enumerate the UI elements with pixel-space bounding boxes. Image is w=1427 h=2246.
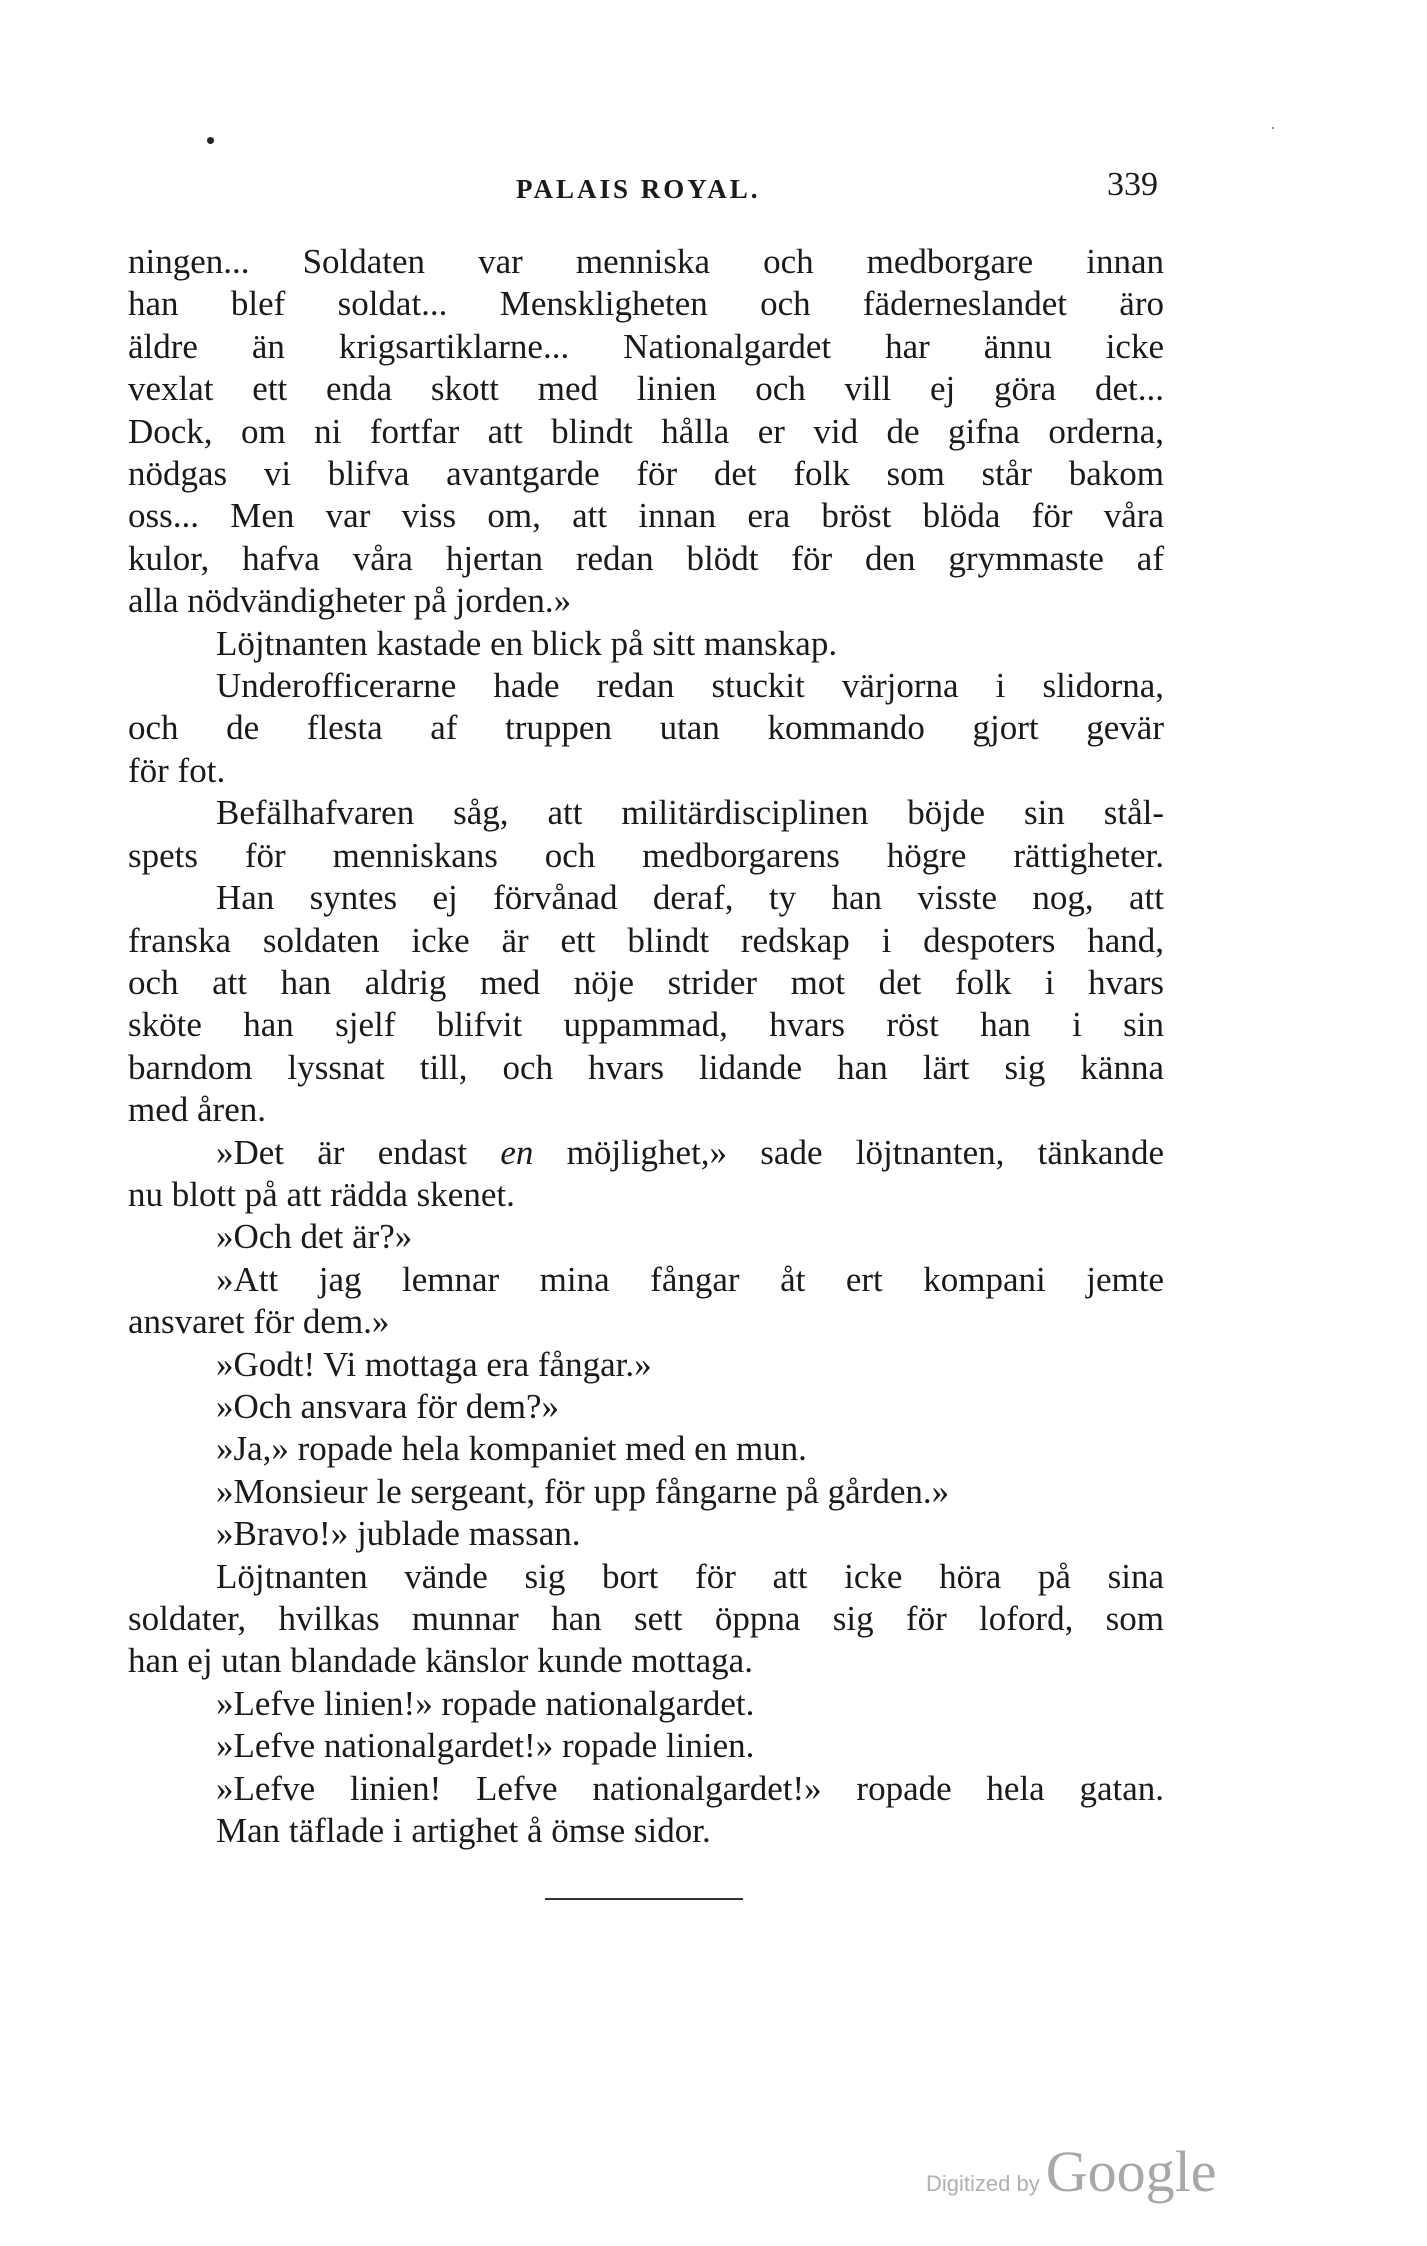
text-line: franska soldaten icke är ett blindt redskap i despoters hand, xyxy=(128,920,1164,960)
text-line: Dock, om ni fortfar att blindt hålla er vid de gifna orderna, xyxy=(128,411,1164,451)
digitized-watermark xyxy=(926,2138,1216,2205)
text-line: ansvaret för dem.» xyxy=(128,1302,390,1342)
text-line: barndom lyssnat till, och hvars lidande han lärt sig känna xyxy=(128,1047,1164,1087)
chapter-end-rule xyxy=(545,1898,743,1900)
text-line: »Bravo!» jublade massan. xyxy=(216,1514,581,1554)
text-line: Han syntes ej förvånad deraf, ty han visste nog, att xyxy=(216,878,1164,918)
digitized-by-label: Digitized by xyxy=(926,2171,1040,2196)
ink-speck-small xyxy=(1272,127,1274,129)
emphasized-word: en xyxy=(500,1132,534,1172)
text-line: »Monsieur le sergeant, för upp fångarne på gården.» xyxy=(216,1471,950,1511)
text-line: nu blott på att rädda skenet. xyxy=(128,1174,515,1214)
text-line: vexlat ett enda skott med linien och vill ej göra det... xyxy=(128,369,1164,409)
text-line: Befälhafvaren såg, att militärdisciplinen böjde sin stål- xyxy=(216,793,1164,833)
text-line: och att han aldrig med nöje strider mot det folk i hvars xyxy=(128,962,1164,1002)
text-line: ningen... Soldaten var menniska och medborgare innan xyxy=(128,242,1164,281)
text-line-with-emphasis xyxy=(128,1132,1164,1174)
text-line: och de flesta af truppen utan kommando gjort gevär xyxy=(128,708,1164,748)
text-line: alla nödvändigheter på jorden.» xyxy=(128,581,572,621)
text-line: soldater, hvilkas munnar han sett öppna sig för loford, som xyxy=(128,1599,1164,1638)
text-line: nödgas vi blifva avantgarde för det folk som står bakom xyxy=(128,454,1164,494)
text-line: »Lefve linien! Lefve nationalgardet!» ropade hela gatan. xyxy=(216,1768,1164,1808)
running-head: PALAIS ROYAL. xyxy=(516,174,761,204)
text-line: han blef soldat... Menskligheten och fäderneslandet äro xyxy=(128,284,1164,324)
text-line: »Och ansvara för dem?» xyxy=(216,1386,560,1426)
text-line: Man täflade i artighet å ömse sidor. xyxy=(216,1811,711,1851)
text-line: kulor, hafva våra hjertan redan blödt för den grymmaste af xyxy=(128,538,1164,578)
text-line: »Ja,» ropade hela kompaniet med en mun. xyxy=(216,1429,807,1469)
text-line: Underofficerarne hade redan stuckit värjorna i slidorna, xyxy=(216,666,1164,706)
ink-speck xyxy=(207,137,214,144)
text-line: »Att jag lemnar mina fångar åt ert kompani jemte xyxy=(216,1259,1164,1299)
text-segment: möjlighet,» sade löjtnanten, tänkande xyxy=(533,1132,1165,1172)
text-line: »Godt! Vi mottaga era fångar.» xyxy=(216,1344,652,1384)
page-number: 339 xyxy=(1107,166,1158,203)
text-line: med åren. xyxy=(128,1090,266,1130)
text-line: »Lefve linien!» ropade nationalgardet. xyxy=(216,1683,755,1723)
text-line: äldre än krigsartiklarne... Nationalgardet har ännu icke xyxy=(128,326,1164,366)
text-line: Löjtnanten kastade en blick på sitt manskap. xyxy=(216,623,838,663)
body-text xyxy=(128,241,1164,1852)
text-line: sköte han sjelf blifvit uppammad, hvars röst han i sin xyxy=(128,1005,1164,1045)
google-logo: Google xyxy=(1045,2139,1217,2204)
text-line: Löjtnanten vände sig bort för att icke höra på sina xyxy=(216,1556,1164,1596)
text-segment: »Det är endast xyxy=(216,1132,501,1172)
text-line: för fot. xyxy=(128,750,226,790)
text-line: han ej utan blandade känslor kunde mottaga. xyxy=(128,1641,753,1681)
text-line: spets för menniskans och medborgarens högre rättigheter. xyxy=(128,835,1164,875)
text-line: »Lefve nationalgardet!» ropade linien. xyxy=(216,1726,755,1766)
text-line: oss... Men var viss om, att innan era bröst blöda för våra xyxy=(128,496,1164,536)
text-line: »Och det är?» xyxy=(216,1217,413,1257)
